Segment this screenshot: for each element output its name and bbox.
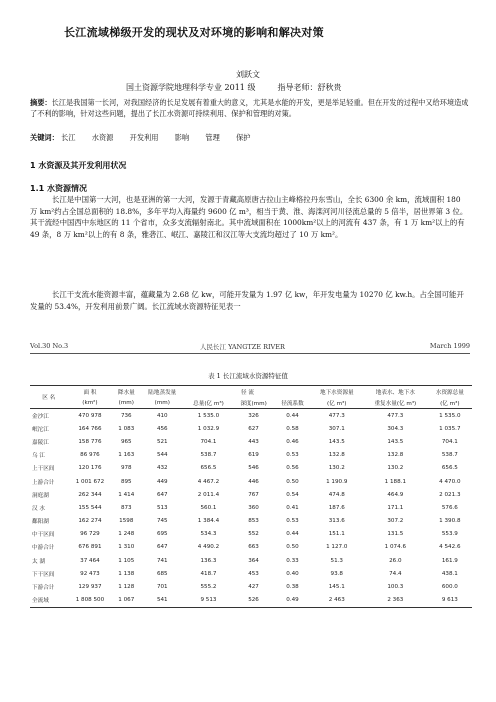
table-cell: 9 613 — [428, 594, 472, 608]
table-cell: 307.2 — [387, 518, 404, 525]
table-cell: 0.56 — [286, 465, 299, 472]
table-row — [30, 594, 472, 608]
table-cell: 656.5 — [200, 465, 217, 472]
table-cell: 262 344 — [78, 491, 102, 498]
table-cell: 2 363 — [363, 594, 428, 608]
table-cell: 534.3 — [200, 531, 217, 538]
region-name-cell: 洞庭湖 — [32, 492, 49, 499]
table-cell: 1598 — [119, 518, 134, 525]
abstract — [30, 97, 470, 119]
table-cell: 92 473 — [80, 570, 100, 577]
affiliation-line — [126, 82, 363, 93]
table-cell: 477.3 — [328, 412, 345, 419]
journal-header — [30, 342, 470, 352]
col-header: 区 名 — [30, 386, 67, 409]
region-name-cell: 太 湖 — [32, 558, 45, 565]
table-cell: 873 — [120, 504, 132, 511]
table-cell: 1 163 — [118, 452, 135, 459]
table-cell: 161.9 — [441, 557, 458, 564]
keyword: 水资源 — [91, 133, 114, 142]
table-cell: 541 — [140, 594, 184, 608]
region-name-cell: 中游合计 — [32, 545, 55, 552]
table-cell: 9 513 — [184, 594, 232, 608]
table-cell: 37 464 — [80, 557, 100, 564]
table-cell: 26.0 — [389, 557, 402, 564]
table-cell: 4 470.0 — [439, 478, 461, 485]
table-cell: 560.1 — [200, 504, 217, 511]
table-cell: 1 083 — [118, 425, 135, 432]
table-cell: 0.44 — [286, 412, 299, 419]
table-cell: 1 105 — [118, 557, 135, 564]
keywords — [30, 133, 264, 143]
table-row — [30, 554, 472, 567]
abstract-text: 长江是我国第一长河，对我国经济的长足发展有着重大的意义，尤其是水能的开发，更是举足轻重。但在开发的过程中又给环境造成了不利的影响，针对这些问题，提出了长江水资源可持续利用、保护和管理的对策。 — [30, 98, 469, 118]
table-cell: 51.3 — [330, 557, 343, 564]
table-cell: 313.6 — [328, 518, 345, 525]
table-cell: 130.2 — [328, 465, 345, 472]
table-cell: 74.4 — [389, 570, 402, 577]
table-cell: 1 310 — [118, 544, 135, 551]
table-cell: 164 766 — [78, 425, 102, 432]
table-cell: 1 535.0 — [197, 412, 220, 419]
affiliation-unit: 国土资源学院地理科学专业 2011 级 — [126, 83, 256, 92]
table-cell: 449 — [156, 478, 168, 485]
table-cell: 360 — [248, 504, 259, 511]
region-name-cell: 下干区间 — [32, 571, 55, 578]
table-row — [30, 409, 472, 423]
table-caption: 表 1 长江流域水资源特征值 — [208, 372, 288, 380]
keyword: 保护 — [236, 133, 251, 142]
table-cell: 552 — [248, 531, 259, 538]
table-cell: 1 188.1 — [384, 478, 407, 485]
keywords-label: 关键词： — [30, 133, 59, 142]
table-cell: 695 — [156, 531, 168, 538]
table-cell: 1 535.0 — [439, 412, 461, 419]
region-name-cell: 中干区间 — [32, 532, 55, 539]
table-cell: 513 — [156, 504, 168, 511]
table-cell: 364 — [248, 557, 259, 564]
table-cell: 600.0 — [441, 584, 458, 591]
region-name-cell: 全流域 — [30, 594, 67, 608]
table-cell: 453 — [248, 570, 259, 577]
table-cell: 456 — [156, 425, 168, 432]
table-row — [30, 422, 472, 435]
table-cell: 4 542.6 — [439, 544, 461, 551]
table-cell: 307.1 — [328, 425, 345, 432]
table-row — [30, 515, 472, 528]
table-cell: 443 — [248, 438, 259, 445]
table-cell: 477.3 — [387, 412, 404, 419]
col-header: 地表水、地下水 — [363, 386, 428, 398]
journal-date: March 1999 — [429, 342, 470, 350]
table-cell: 158 776 — [78, 438, 102, 445]
table-cell: 145.1 — [328, 584, 345, 591]
paper-title: 长江流域梯级开发的现状及对环境的影响和解决对策 — [64, 26, 324, 39]
table-cell: 685 — [156, 570, 168, 577]
table-cell: 0.38 — [286, 584, 299, 591]
body-paragraph: 长江干支流水能资源丰富，蕴藏量为 2.68 亿 kw，可能开发量为 1.97 亿 kw，年开发电量为 10270 亿 kw.h。占全国可能开发量的 53.4%，开发利用前景广阔。长江流域水资源特征见表一 — [30, 290, 464, 311]
table-cell: 410 — [156, 412, 168, 419]
table-row — [30, 462, 472, 475]
table-cell: 0.44 — [286, 531, 299, 538]
region-name-cell: 汉 水 — [32, 505, 45, 512]
col-unit: (km²) — [67, 397, 112, 409]
table-row — [30, 449, 472, 462]
col-unit: 重复水量(亿 m³) — [363, 397, 428, 409]
table-cell: 663 — [248, 544, 259, 551]
table-cell: 2 021.3 — [439, 491, 461, 498]
table-cell: 1 001 672 — [75, 478, 105, 485]
table-cell: 120 176 — [78, 465, 102, 472]
col-unit: 深度(mm) — [233, 397, 275, 409]
table-cell: 155 544 — [78, 504, 102, 511]
table-cell: 100.3 — [387, 584, 404, 591]
table-cell: 0.53 — [286, 518, 299, 525]
table-cell: 704.1 — [441, 438, 458, 445]
table-cell: 1 032.9 — [197, 425, 220, 432]
col-unit: (mm) — [140, 397, 184, 409]
col-header: 降水量 — [112, 386, 140, 398]
table-cell: 1 414 — [118, 491, 135, 498]
table-cell: 521 — [156, 438, 168, 445]
col-unit: (mm) — [112, 397, 140, 409]
table-row — [30, 435, 472, 448]
subsection-heading: 1.1 水资源情况 — [30, 184, 87, 193]
table-cell: 546 — [248, 465, 259, 472]
table-cell: 2 011.4 — [197, 491, 220, 498]
table-cell: 647 — [156, 491, 168, 498]
table-cell: 4 467.2 — [197, 478, 220, 485]
table-cell: 0.33 — [286, 557, 299, 564]
table-cell: 544 — [156, 452, 168, 459]
table-cell: 1 390.8 — [439, 518, 461, 525]
table-cell: 767 — [248, 491, 259, 498]
table-cell: 0.41 — [286, 504, 299, 511]
table-cell: 736 — [120, 412, 132, 419]
region-name-cell: 金沙江 — [32, 413, 49, 420]
table-cell: 978 — [120, 465, 132, 472]
table-cell: 132.8 — [328, 452, 345, 459]
table-cell: 538.7 — [200, 452, 217, 459]
table-cell: 538.7 — [441, 452, 458, 459]
col-header: 径 流 — [184, 386, 310, 398]
author-name: 刘跃文 — [236, 70, 260, 79]
region-name-cell: 下游合计 — [32, 585, 55, 592]
table-cell: 93.8 — [330, 570, 343, 577]
table-row — [30, 475, 472, 488]
table-cell: 1 074.6 — [384, 544, 407, 551]
table-row — [30, 488, 472, 501]
table-cell: 0.46 — [286, 438, 299, 445]
table-cell: 853 — [248, 518, 259, 525]
table-cell: 446 — [248, 478, 259, 485]
region-name-cell: 上干区间 — [32, 466, 55, 473]
table-cell: 1 035.7 — [439, 425, 461, 432]
table-cell: 1 248 — [118, 531, 135, 538]
table-cell: 131.5 — [387, 531, 404, 538]
water-resources-table — [30, 385, 472, 608]
table-row — [30, 567, 472, 580]
table-cell: 438.1 — [441, 570, 458, 577]
journal-volume: Vol.30 No.3 — [30, 342, 69, 350]
table-cell: 627 — [248, 425, 259, 432]
table-cell: 0.40 — [286, 570, 299, 577]
region-name-cell: 岷沱江 — [32, 426, 49, 433]
table-row — [30, 528, 472, 541]
table-cell: 647 — [156, 544, 168, 551]
table-row — [30, 501, 472, 514]
advisor: 指导老师：舒秋贵 — [277, 83, 342, 92]
table-cell: 701 — [156, 584, 168, 591]
section-heading: 1 水资源及其开发利用状况 — [30, 161, 127, 170]
keyword: 长江 — [61, 133, 76, 142]
table-cell: 576.6 — [441, 504, 458, 511]
table-cell: 741 — [156, 557, 168, 564]
table-cell: 1 808 500 — [67, 594, 112, 608]
table-cell: 132.8 — [387, 452, 404, 459]
col-unit: 径流系数 — [275, 397, 311, 409]
table-cell: 326 — [248, 412, 259, 419]
journal-name: 人民长江 YANGTZE RIVER — [200, 343, 285, 351]
table-cell: 526 — [233, 594, 275, 608]
table-cell: 1 067 — [112, 594, 140, 608]
table-cell: 745 — [156, 518, 168, 525]
region-name-cell: 鄱阳湖 — [32, 519, 49, 526]
table-cell: 151.1 — [328, 531, 345, 538]
table-cell: 129 937 — [78, 584, 102, 591]
journal-rule — [30, 353, 470, 354]
table-row — [30, 580, 472, 593]
table-cell: 130.2 — [387, 465, 404, 472]
table-cell: 555.2 — [200, 584, 217, 591]
table-cell: 162 274 — [78, 518, 102, 525]
col-header: 水资源总量 — [428, 386, 472, 398]
table-cell: 427 — [248, 584, 259, 591]
table-cell: 619 — [248, 452, 259, 459]
table-cell: 676 891 — [78, 544, 102, 551]
table-cell: 553.9 — [441, 531, 458, 538]
keyword: 开发利用 — [129, 133, 159, 142]
table-cell: 432 — [156, 465, 168, 472]
body-paragraph: 长江是中国第一大河，也是亚洲的第一大河，发源于青藏高原唐古拉山主峰格拉丹东雪山，全长 6300 余 km，流域面积 180 万 km²约占全国总面积的 18.8%，多年平均入海量约 9600 亿 m³，相当于黄、淮、海滦河河川径流总量的 5 倍半，居世界第 3 位。其干流经中国西中东地区的 11 个省市，众多支流辐射南北。其中流域面积在 1000km²以上的河流有 437 条，有 1 万 km²以上的有 49 条，8 万 km²以上的有 8 条，雅砻江、岷江、嘉陵江和汉江等大支流均超过了 10 万 km²。 — [30, 195, 468, 239]
col-header: 面 积 — [67, 386, 112, 398]
col-header: 陆地蒸发量 — [140, 386, 184, 398]
col-header: 地下水资源量 — [311, 386, 364, 398]
table-cell: 1 384.4 — [197, 518, 220, 525]
keyword: 管理 — [205, 133, 220, 142]
table-cell: 1 127.0 — [326, 544, 348, 551]
table-cell: 1 138 — [118, 570, 135, 577]
table-cell: 0.49 — [275, 594, 311, 608]
table-cell: 2 463 — [311, 594, 364, 608]
table-cell: 470 978 — [78, 412, 102, 419]
table-cell: 474.8 — [328, 491, 345, 498]
col-unit: (亿 m³) — [428, 397, 472, 409]
table-cell: 187.6 — [328, 504, 345, 511]
table-cell: 0.58 — [286, 425, 299, 432]
abstract-label: 摘要： — [30, 98, 52, 107]
table-cell: 0.50 — [286, 544, 299, 551]
table-cell: 704.1 — [200, 438, 217, 445]
region-name-cell: 上游合计 — [32, 479, 55, 486]
table-cell: 86 976 — [80, 452, 100, 459]
table-cell: 0.50 — [286, 478, 299, 485]
table-cell: 143.5 — [328, 438, 345, 445]
table-cell: 96 729 — [80, 531, 100, 538]
keyword: 影响 — [174, 133, 190, 142]
table-cell: 464.9 — [387, 491, 404, 498]
region-name-cell: 乌 江 — [32, 453, 45, 460]
table-cell: 171.1 — [387, 504, 404, 511]
col-unit: (亿 m³) — [311, 397, 364, 409]
table-cell: 0.54 — [286, 491, 299, 498]
region-name-cell: 嘉陵江 — [32, 439, 49, 446]
table-cell: 1 128 — [118, 584, 135, 591]
table-cell: 1 190.9 — [326, 478, 348, 485]
table-cell: 136.3 — [200, 557, 217, 564]
table-cell: 965 — [120, 438, 132, 445]
table-cell: 418.7 — [200, 570, 217, 577]
table-row — [30, 541, 472, 554]
table-cell: 0.53 — [286, 452, 299, 459]
table-cell: 895 — [120, 478, 132, 485]
col-unit: 总量(亿 m³) — [184, 397, 232, 409]
table-cell: 304.3 — [387, 425, 404, 432]
table-cell: 656.5 — [441, 465, 458, 472]
table-cell: 4 490.2 — [197, 544, 220, 551]
table-cell: 143.5 — [387, 438, 404, 445]
